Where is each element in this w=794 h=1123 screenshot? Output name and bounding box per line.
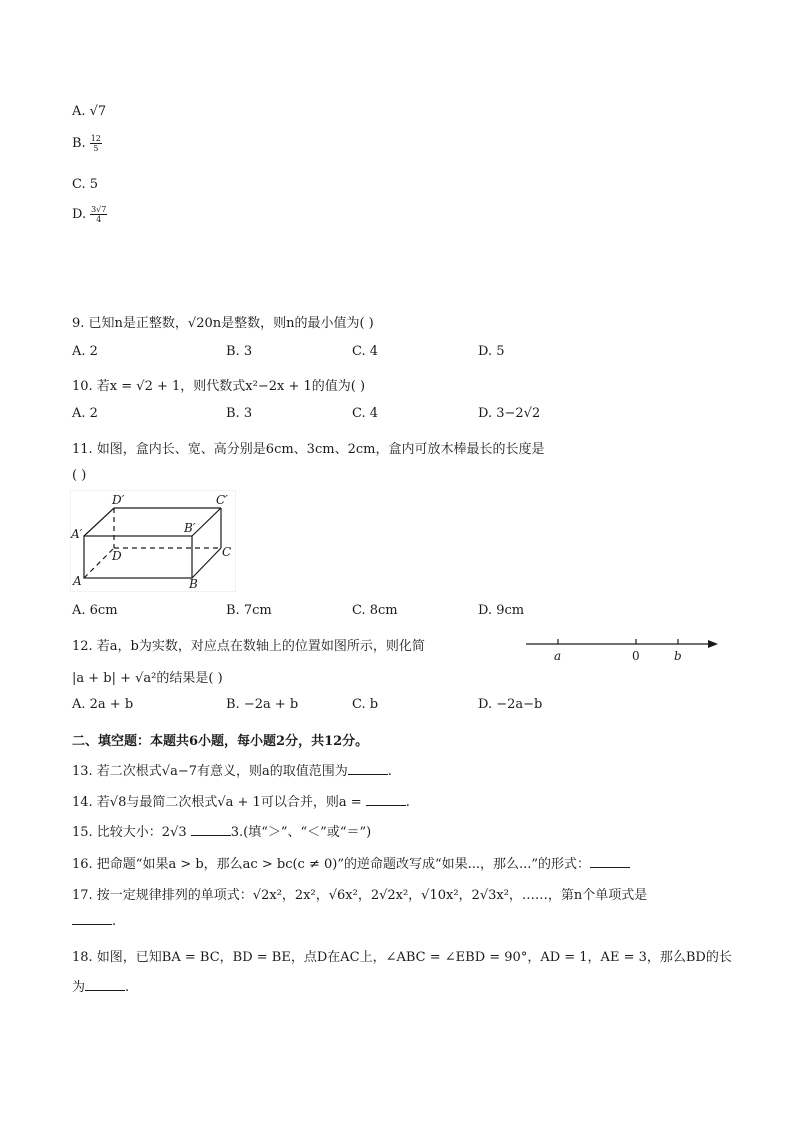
q16 — [72, 853, 630, 872]
fraction-numerator: 3√7 — [91, 205, 107, 214]
box-figure — [70, 490, 236, 592]
vertex-label-cprime: C′ — [216, 493, 228, 507]
q15-text: 15. 比较大小：2√3 — [72, 825, 191, 840]
q9-stem: 9. 已知n是正整数，√20n是整数，则n的最小值为( ) — [72, 316, 374, 331]
vertex-label-dprime: D′ — [112, 493, 125, 507]
fraction-denominator: 5 — [93, 144, 99, 153]
q12-option-b: B. −2a + b — [226, 697, 299, 712]
q10-stem: 10. 若x = √2 + 1，则代数式x²−2x + 1的值为( ) — [72, 379, 366, 394]
q18-answer — [72, 976, 129, 995]
q13 — [72, 760, 392, 779]
q18-period: . — [125, 980, 130, 995]
q11-stem: 11. 如图，盒内长、宽、高分别是6cm、3cm、2cm，盒内可放木棒最长的长度是 — [72, 442, 545, 457]
q15-tail: 3.(填“＞”、“＜”或“＝”) — [230, 825, 372, 840]
q10-option-d: D. 3−2√2 — [478, 406, 541, 421]
number-line — [522, 634, 722, 666]
axis-label-zero: 0 — [632, 649, 640, 663]
q17-period: . — [112, 914, 117, 929]
q18-text: 18. 如图，已知BA = BC，BD = BE，点D在AC上，∠ABC = ∠EBD = 90°，AD = 1，AE = 3，那么BD的长 — [72, 950, 732, 965]
vertex-label-aprime: A′ — [71, 527, 83, 541]
q17-answer — [72, 914, 116, 929]
q11-option-b: B. 7cm — [226, 603, 272, 618]
fraction-numerator: 12 — [90, 134, 101, 143]
section-heading: 二、填空题：本题共6小题，每小题2分，共12分。 — [72, 734, 369, 749]
q9-option-c: C. 4 — [352, 344, 379, 359]
q12-option-d: D. −2a−b — [478, 697, 543, 712]
vertex-label-b: B — [189, 577, 198, 591]
q12-option-a: A. 2a + b — [72, 697, 134, 712]
q16-text: 16. 把命题“如果a > b，那么ac > bc(c ≠ 0)”的逆命题改写成“如果...，那么...”的形式： — [72, 857, 591, 872]
q14-period: . — [405, 795, 410, 810]
q12-stem: 12. 若a，b为实数，对应点在数轴上的位置如图所示，则化简 — [72, 639, 425, 654]
axis-label-b: b — [674, 649, 682, 663]
prev-option-b — [72, 134, 102, 153]
q13-text: 13. 若二次根式√a−7有意义，则a的取值范围为 — [72, 764, 348, 779]
prev-option-d-fraction — [90, 205, 107, 224]
q11-stem-paren: ( ) — [72, 468, 87, 483]
prev-option-d — [72, 205, 107, 224]
fraction-denominator: 4 — [96, 215, 102, 224]
prev-option-b-fraction — [90, 134, 102, 153]
q14-text: 14. 若√8与最简二次根式√a + 1可以合并，则a = — [72, 795, 366, 810]
q15 — [72, 821, 371, 840]
answer-blank — [366, 795, 406, 806]
vertex-label-c: C — [222, 545, 232, 559]
q17-text: 17. 按一定规律排列的单项式：√2x²，2x²，√6x²，2√2x²，√10x²，2√3x²，……，第n个单项式是 — [72, 888, 648, 903]
q11-option-c: C. 8cm — [352, 603, 398, 618]
answer-blank — [348, 764, 388, 775]
answer-blank — [191, 825, 231, 836]
q10-option-b: B. 3 — [226, 406, 253, 421]
answer-blank — [72, 914, 112, 925]
vertex-label-bprime: B′ — [184, 521, 196, 535]
q13-period: . — [387, 764, 392, 779]
q12-stem-line2: |a + b| + √a²的结果是( ) — [72, 671, 223, 686]
q10-option-c: C. 4 — [352, 406, 379, 421]
axis-label-a: a — [554, 649, 562, 663]
q11-option-d: D. 9cm — [478, 603, 525, 618]
prev-option-c: C. 5 — [72, 177, 99, 192]
q12-option-c: C. b — [352, 697, 379, 712]
q9-option-a: A. 2 — [72, 344, 98, 359]
vertex-label-a: A — [73, 574, 82, 588]
answer-blank — [590, 857, 630, 868]
q9-option-d: D. 5 — [478, 344, 505, 359]
prev-option-b-label: B. — [72, 136, 86, 151]
q9-option-b: B. 3 — [226, 344, 253, 359]
vertex-label-d: D — [112, 549, 122, 563]
q10-option-a: A. 2 — [72, 406, 98, 421]
prev-option-a: A. √7 — [72, 104, 107, 119]
q11-option-a: A. 6cm — [72, 603, 118, 618]
prev-option-d-label: D. — [72, 207, 87, 222]
answer-blank — [85, 980, 125, 991]
q14 — [72, 791, 410, 810]
q18-text-2: 为 — [72, 980, 86, 995]
